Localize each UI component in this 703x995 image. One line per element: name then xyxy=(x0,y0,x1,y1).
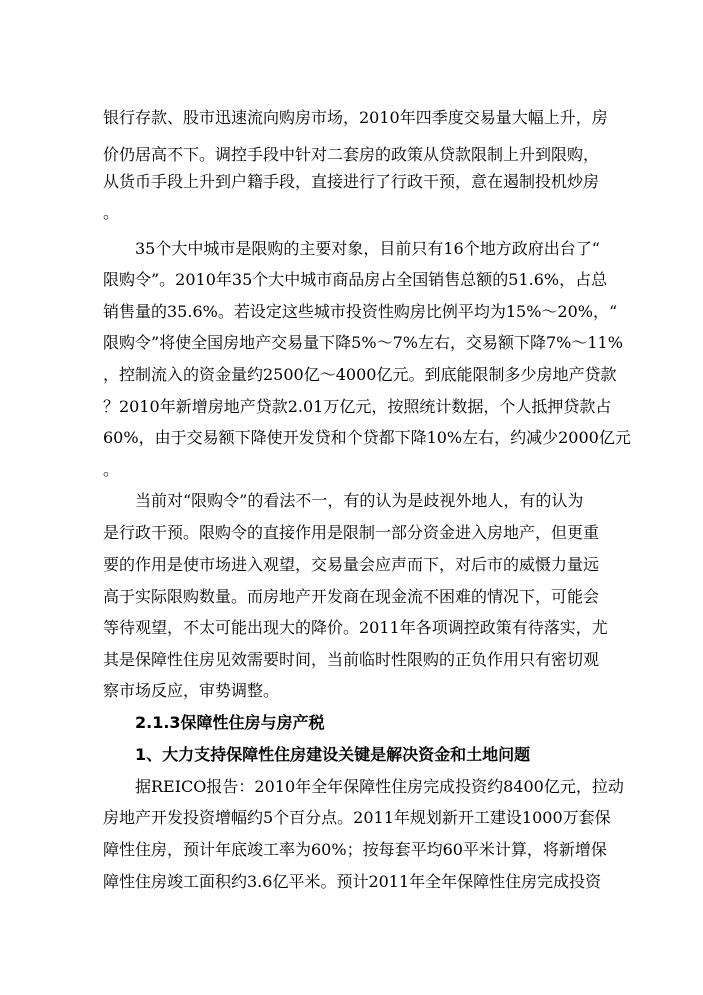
text-line: 等待观望，不太可能出现大的降价。2011年各项调控政策有待落实，尤 xyxy=(103,618,608,637)
text-line: 其是保障性住房见效需要时间，当前临时性限购的正负作用只有密切观 xyxy=(103,650,600,669)
text-line: 是行政干预。限购令的直接作用是限制一部分资金进入房地产，但更重 xyxy=(103,523,600,542)
section-heading: 2.1.3保障性住房与房产税 xyxy=(135,713,325,732)
text-line: 要的作用是使市场进入观望，交易量会应声而下，对后市的威慑力量远 xyxy=(103,555,600,574)
text-line: 。 xyxy=(103,203,120,222)
text-line: 障性住房，预计年底竣工率为60%；按每套平均60平米计算，将新增保 xyxy=(103,840,607,859)
text-line: 销售量的35.6%。若设定这些城市投资性购房比例平均为15%～20%，“ xyxy=(103,302,618,321)
text-line: 察市场反应，审势调整。 xyxy=(103,681,280,700)
text-line: 35个大中城市是限购的主要对象，目前只有16个地方政府出台了“ xyxy=(135,239,600,258)
text-line: 60%，由于交易额下降使开发贷和个贷都下降10%左右，约减少2000亿元 xyxy=(103,428,631,447)
text-line: 银行存款、股市迅速流向购房市场，2010年四季度交易量大幅上升，房 xyxy=(103,108,608,127)
text-line: 限购令”。2010年35个大中城市商品房占全国销售总额的51.6%，占总 xyxy=(103,270,608,289)
subsection-heading: 1、大力支持保障性住房建设关键是解决资金和土地问题 xyxy=(135,745,531,764)
text-line: 价仍居高不下。调控手段中针对二套房的政策从贷款限制上升到限购， xyxy=(103,145,600,164)
text-line: 当前对“限购令”的看法不一，有的认为是歧视外地人，有的认为 xyxy=(135,491,584,510)
text-line: ，控制流入的资金量约2500亿～4000亿元。到底能限制多少房地产贷款 xyxy=(103,365,617,384)
text-line: 据REICO报告：2010年全年保障性住房完成投资约8400亿元，拉动 xyxy=(135,777,624,796)
text-line: 高于实际限购数量。而房地产开发商在现金流不困难的情况下，可能会 xyxy=(103,587,600,606)
text-line: 限购令”将使全国房地产交易量下降5%～7%左右，交易额下降7%～11% xyxy=(103,333,623,352)
text-line: 障性住房竣工面积约3.6亿平米。预计2011年全年保障性住房完成投资 xyxy=(103,872,602,891)
text-line: 。 xyxy=(103,460,120,479)
text-line: 房地产开发投资增幅约5个百分点。2011年规划新开工建设1000万套保 xyxy=(103,808,611,827)
text-line: ？2010年新增房地产贷款2.01万亿元，按照统计数据，个人抵押贷款占 xyxy=(103,397,612,416)
text-line: 从货币手段上升到户籍手段，直接进行了行政干预，意在遏制投机炒房 xyxy=(103,172,600,191)
